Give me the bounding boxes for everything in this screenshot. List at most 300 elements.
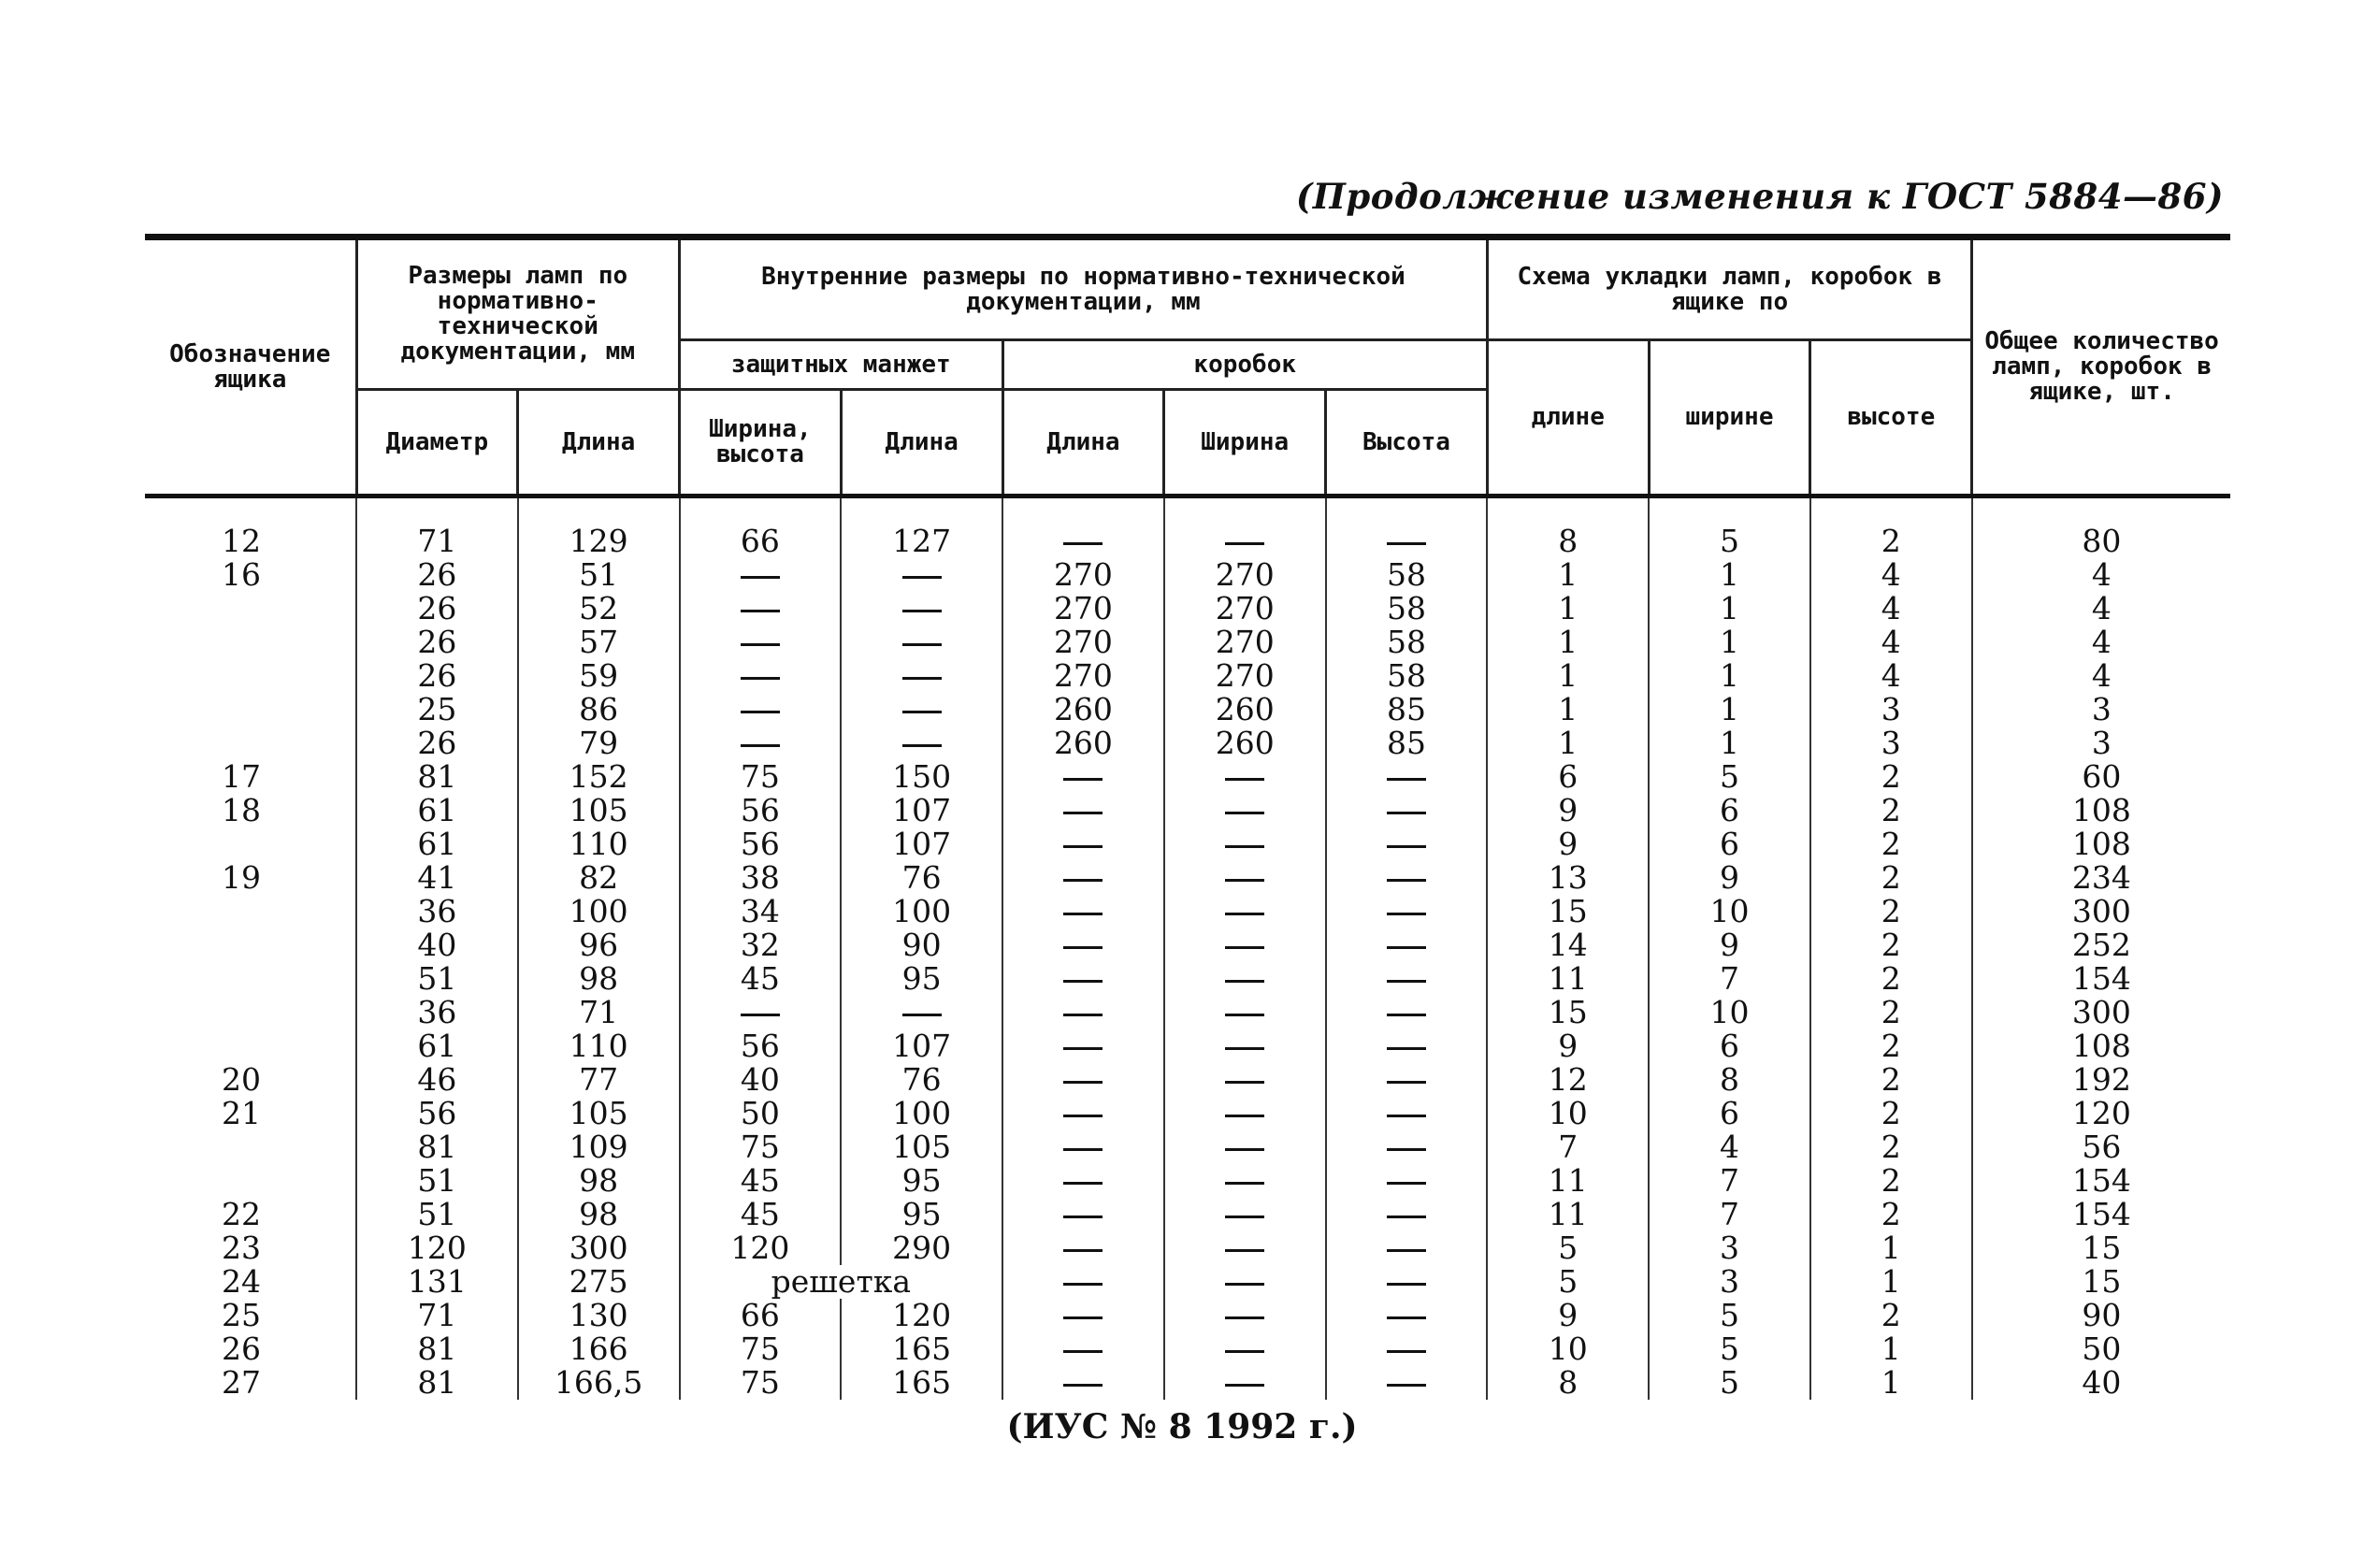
dash-mark	[1387, 1148, 1426, 1151]
cell-cuff-length: 107	[841, 794, 1002, 827]
cell-box-designation	[145, 962, 356, 996]
cell-box-width: 270	[1164, 626, 1326, 659]
dash-mark	[1063, 812, 1103, 814]
cell-box-length: 270	[1002, 626, 1164, 659]
cell-box-height	[1326, 1164, 1488, 1198]
table-row	[145, 1366, 2230, 1400]
dash-mark	[902, 610, 942, 612]
cell-lamp-length: 100	[518, 895, 680, 928]
cell-total: 40	[1972, 1366, 2230, 1400]
cell-cuff-width-height	[680, 693, 842, 726]
cell-box-height: 58	[1326, 592, 1488, 626]
cell-cuff-width-height: 75	[680, 1332, 842, 1366]
dash-mark	[1225, 1249, 1264, 1252]
cell-lamp-length: 300	[518, 1231, 680, 1265]
table-row	[145, 1299, 2230, 1332]
cell-box-length	[1002, 1366, 1164, 1400]
cell-box-designation	[145, 1130, 356, 1164]
header-by-height: высоте	[1810, 340, 1972, 496]
cell-total: 154	[1972, 1198, 2230, 1231]
header-diameter: Диаметр	[356, 390, 518, 496]
dash-mark	[1387, 845, 1426, 848]
cell-box-width	[1164, 1299, 1326, 1332]
cell-total: 108	[1972, 1029, 2230, 1063]
dash-mark	[902, 643, 942, 646]
table-row	[145, 1265, 2230, 1299]
cell-total: 154	[1972, 962, 2230, 996]
cell-pack-by-length: 7	[1487, 1130, 1649, 1164]
cell-cuff-width-height: 45	[680, 1164, 842, 1198]
cell-cuff-length	[841, 626, 1002, 659]
cell-pack-by-length: 9	[1487, 1029, 1649, 1063]
cell-pack-by-height: 2	[1810, 1299, 1972, 1332]
dash-mark	[1063, 1014, 1103, 1016]
cell-box-height	[1326, 1265, 1488, 1299]
cell-box-designation: 19	[145, 861, 356, 895]
cell-cuff-width-height: 38	[680, 861, 842, 895]
dash-mark	[902, 744, 942, 747]
cell-cuff-length: 120	[841, 1299, 1002, 1332]
cell-total: 3	[1972, 693, 2230, 726]
cell-box-height	[1326, 1130, 1488, 1164]
dash-mark	[1063, 1216, 1103, 1218]
cell-cuff-length	[841, 996, 1002, 1029]
cell-box-length	[1002, 1231, 1164, 1265]
cell-cuff-width-height	[680, 626, 842, 659]
cell-box-designation: 25	[145, 1299, 356, 1332]
cell-box-width	[1164, 1366, 1326, 1400]
cell-pack-by-width: 1	[1649, 592, 1810, 626]
cell-pack-by-width: 4	[1649, 1130, 1810, 1164]
cell-box-length	[1002, 996, 1164, 1029]
dash-mark	[1225, 778, 1264, 781]
cell-cuff-width-height	[680, 592, 842, 626]
cell-cuff-length: 100	[841, 1097, 1002, 1130]
dash-mark	[1387, 1283, 1426, 1286]
cell-lamp-diameter: 25	[356, 693, 518, 726]
cell-lamp-diameter: 26	[356, 626, 518, 659]
cell-box-height	[1326, 1366, 1488, 1400]
cell-box-designation	[145, 592, 356, 626]
dash-mark	[741, 1014, 780, 1016]
cell-box-designation	[145, 996, 356, 1029]
cell-pack-by-length: 15	[1487, 895, 1649, 928]
cell-pack-by-height: 1	[1810, 1332, 1972, 1366]
cell-pack-by-width: 1	[1649, 693, 1810, 726]
cell-lamp-diameter: 71	[356, 496, 518, 559]
header-box-height: Высота	[1326, 390, 1488, 496]
header-boxes: коробок	[1002, 340, 1487, 390]
dash-mark	[902, 677, 942, 680]
cell-box-designation	[145, 693, 356, 726]
cell-box-width	[1164, 1265, 1326, 1299]
table-row	[145, 895, 2230, 928]
cell-lamp-length: 51	[518, 558, 680, 592]
cell-lamp-diameter: 81	[356, 1130, 518, 1164]
cell-box-designation: 20	[145, 1063, 356, 1097]
cell-box-height	[1326, 794, 1488, 827]
cell-lamp-length: 130	[518, 1299, 680, 1332]
cell-cuff-width-height: 56	[680, 1029, 842, 1063]
cell-box-height	[1326, 827, 1488, 861]
cell-cuff-length: 76	[841, 861, 1002, 895]
cell-cuff-width-height	[680, 996, 842, 1029]
cell-box-width	[1164, 1164, 1326, 1198]
cell-total: 15	[1972, 1231, 2230, 1265]
cell-pack-by-length: 9	[1487, 1299, 1649, 1332]
table-row	[145, 592, 2230, 626]
dash-mark	[1387, 812, 1426, 814]
cell-lamp-diameter: 81	[356, 1332, 518, 1366]
dash-mark	[1387, 1249, 1426, 1252]
cell-box-width	[1164, 794, 1326, 827]
cell-lamp-diameter: 81	[356, 1366, 518, 1400]
table-row	[145, 1029, 2230, 1063]
cell-lamp-length: 105	[518, 794, 680, 827]
cell-lamp-diameter: 81	[356, 760, 518, 794]
cell-box-length	[1002, 827, 1164, 861]
cell-box-length: 270	[1002, 558, 1164, 592]
cell-pack-by-length: 12	[1487, 1063, 1649, 1097]
dash-mark	[1225, 1148, 1264, 1151]
cell-cuff-width-height: 75	[680, 1130, 842, 1164]
cell-total: 120	[1972, 1097, 2230, 1130]
cell-cuff-width-height: 66	[680, 1299, 842, 1332]
dash-mark	[1225, 913, 1264, 915]
dash-mark	[902, 711, 942, 713]
cell-cuff-length: 107	[841, 827, 1002, 861]
cell-cuff-width-height	[680, 659, 842, 693]
cell-cuff-length: 90	[841, 928, 1002, 962]
cell-pack-by-height: 4	[1810, 659, 1972, 693]
cell-pack-by-width: 6	[1649, 794, 1810, 827]
table-row	[145, 1231, 2230, 1265]
cell-cuff-length: 150	[841, 760, 1002, 794]
header-box-designation: Обозначение ящика	[145, 237, 356, 496]
cell-lamp-diameter: 61	[356, 827, 518, 861]
dash-mark	[1225, 812, 1264, 814]
cell-box-designation	[145, 659, 356, 693]
cell-total: 60	[1972, 760, 2230, 794]
cell-cuff-length	[841, 558, 1002, 592]
cell-cuff-length: 165	[841, 1366, 1002, 1400]
header-inner-sizes: Внутренние размеры по нормативно-технической документации, мм	[680, 237, 1488, 340]
dash-mark	[1225, 1047, 1264, 1050]
table-row	[145, 1332, 2230, 1366]
cell-pack-by-length: 1	[1487, 726, 1649, 760]
cell-lamp-length: 57	[518, 626, 680, 659]
header-width-height: Ширина, высота	[680, 390, 842, 496]
cell-total: 90	[1972, 1299, 2230, 1332]
cell-total: 80	[1972, 496, 2230, 559]
cell-box-height: 58	[1326, 626, 1488, 659]
cell-box-length	[1002, 496, 1164, 559]
cell-box-length	[1002, 1198, 1164, 1231]
cell-pack-by-length: 11	[1487, 1198, 1649, 1231]
cell-pack-by-height: 2	[1810, 1063, 1972, 1097]
cell-box-width	[1164, 928, 1326, 962]
dash-mark	[1063, 1148, 1103, 1151]
cell-pack-by-length: 6	[1487, 760, 1649, 794]
cell-pack-by-height: 2	[1810, 1164, 1972, 1198]
cell-pack-by-width: 9	[1649, 928, 1810, 962]
dash-mark	[1063, 1350, 1103, 1353]
dash-mark	[1225, 946, 1264, 949]
cell-box-length	[1002, 895, 1164, 928]
dash-mark	[1063, 946, 1103, 949]
cell-pack-by-width: 7	[1649, 1164, 1810, 1198]
cell-box-width: 260	[1164, 726, 1326, 760]
cell-pack-by-width: 8	[1649, 1063, 1810, 1097]
cell-lamp-diameter: 26	[356, 659, 518, 693]
cell-total: 4	[1972, 659, 2230, 693]
cell-box-length	[1002, 1063, 1164, 1097]
cell-lamp-length: 152	[518, 760, 680, 794]
dash-mark	[1387, 1047, 1426, 1050]
cell-cuff-width-height	[680, 558, 842, 592]
table-row	[145, 962, 2230, 996]
cell-lamp-diameter: 61	[356, 1029, 518, 1063]
cell-box-width	[1164, 496, 1326, 559]
dash-mark	[1063, 1047, 1103, 1050]
table-row	[145, 996, 2230, 1029]
box-packing-table	[145, 234, 2230, 1400]
dash-mark	[1225, 1216, 1264, 1218]
header-box-width: Ширина	[1164, 390, 1326, 496]
cell-box-designation	[145, 1164, 356, 1198]
cell-box-height	[1326, 760, 1488, 794]
cell-box-designation	[145, 827, 356, 861]
cell-box-length	[1002, 962, 1164, 996]
cell-box-height	[1326, 1097, 1488, 1130]
cell-box-width: 270	[1164, 659, 1326, 693]
cell-lamp-length: 86	[518, 693, 680, 726]
cell-pack-by-width: 6	[1649, 1097, 1810, 1130]
cell-lamp-diameter: 61	[356, 794, 518, 827]
table-row	[145, 928, 2230, 962]
dash-mark	[902, 1014, 942, 1016]
cell-pack-by-width: 6	[1649, 1029, 1810, 1063]
dash-mark	[1063, 879, 1103, 882]
cell-pack-by-length: 9	[1487, 827, 1649, 861]
cell-cuff-length	[841, 726, 1002, 760]
table-row	[145, 726, 2230, 760]
cell-total: 300	[1972, 895, 2230, 928]
cell-box-length: 260	[1002, 726, 1164, 760]
cell-pack-by-length: 5	[1487, 1265, 1649, 1299]
cell-box-designation: 21	[145, 1097, 356, 1130]
cell-pack-by-height: 1	[1810, 1265, 1972, 1299]
cell-lamp-length: 77	[518, 1063, 680, 1097]
cell-box-designation: 17	[145, 760, 356, 794]
dash-mark	[1063, 1115, 1103, 1117]
table-row	[145, 760, 2230, 794]
cell-box-designation	[145, 928, 356, 962]
table-body	[145, 496, 2230, 1401]
dash-mark	[1063, 542, 1103, 545]
cell-box-height	[1326, 928, 1488, 962]
cell-lamp-diameter: 51	[356, 1198, 518, 1231]
cell-pack-by-height: 2	[1810, 496, 1972, 559]
cell-lamp-length: 275	[518, 1265, 680, 1299]
cell-cuff-length: 290	[841, 1231, 1002, 1265]
cell-total: 4	[1972, 626, 2230, 659]
cell-box-width	[1164, 760, 1326, 794]
cell-cuff-length: 95	[841, 1164, 1002, 1198]
cell-cuff-width-height: 50	[680, 1097, 842, 1130]
cell-box-width: 260	[1164, 693, 1326, 726]
cell-box-width	[1164, 861, 1326, 895]
cell-cuff-width-height: 120	[680, 1231, 842, 1265]
cell-pack-by-width: 5	[1649, 1332, 1810, 1366]
dash-mark	[1387, 980, 1426, 983]
cell-box-width	[1164, 1063, 1326, 1097]
cell-lamp-length: 98	[518, 1198, 680, 1231]
cell-total: 4	[1972, 592, 2230, 626]
dash-mark	[1225, 542, 1264, 545]
dash-mark	[1387, 778, 1426, 781]
cell-cuff-width-height: 40	[680, 1063, 842, 1097]
cell-lamp-diameter: 51	[356, 962, 518, 996]
cell-pack-by-width: 5	[1649, 760, 1810, 794]
cell-box-height	[1326, 1332, 1488, 1366]
header-total: Общее количество ламп, коробок в ящике, шт.	[1972, 237, 2230, 496]
cell-lamp-length: 110	[518, 1029, 680, 1063]
cell-box-designation: 18	[145, 794, 356, 827]
dash-mark	[1387, 1384, 1426, 1387]
dash-mark	[1387, 1216, 1426, 1218]
cell-total: 3	[1972, 726, 2230, 760]
cell-pack-by-width: 6	[1649, 827, 1810, 861]
cell-pack-by-height: 1	[1810, 1366, 1972, 1400]
dash-mark	[902, 576, 942, 579]
dash-mark	[1225, 879, 1264, 882]
dash-mark	[1225, 1182, 1264, 1185]
cell-pack-by-length: 9	[1487, 794, 1649, 827]
cell-pack-by-height: 2	[1810, 1130, 1972, 1164]
dash-mark	[1225, 1283, 1264, 1286]
dash-mark	[741, 576, 780, 579]
cell-box-width	[1164, 1130, 1326, 1164]
dash-mark	[741, 711, 780, 713]
cell-pack-by-width: 10	[1649, 895, 1810, 928]
cell-lamp-length: 129	[518, 496, 680, 559]
cell-cuff-length: 95	[841, 1198, 1002, 1231]
cell-pack-by-width: 1	[1649, 558, 1810, 592]
dash-mark	[1225, 1316, 1264, 1319]
cell-box-width	[1164, 1231, 1326, 1265]
cell-pack-by-width: 5	[1649, 1299, 1810, 1332]
table-row	[145, 1063, 2230, 1097]
cell-box-height	[1326, 895, 1488, 928]
cell-box-length	[1002, 1029, 1164, 1063]
dash-mark	[741, 677, 780, 680]
cell-pack-by-height: 2	[1810, 1097, 1972, 1130]
cell-box-height: 85	[1326, 693, 1488, 726]
cell-lamp-diameter: 71	[356, 1299, 518, 1332]
cell-lamp-length: 109	[518, 1130, 680, 1164]
cell-pack-by-height: 2	[1810, 827, 1972, 861]
cell-pack-by-height: 1	[1810, 1231, 1972, 1265]
cell-cuff-merged: решетка	[680, 1265, 1003, 1299]
cell-box-width	[1164, 962, 1326, 996]
cell-box-designation	[145, 895, 356, 928]
cell-cuff-length	[841, 693, 1002, 726]
cell-pack-by-width: 1	[1649, 626, 1810, 659]
cell-pack-by-height: 3	[1810, 726, 1972, 760]
table-row	[145, 496, 2230, 559]
table-row	[145, 1164, 2230, 1198]
cell-total: 192	[1972, 1063, 2230, 1097]
cell-box-height	[1326, 1063, 1488, 1097]
cell-cuff-length: 107	[841, 1029, 1002, 1063]
header-lamp-sizes: Размеры ламп по нормативно-технической документации, мм	[356, 237, 680, 390]
cell-cuff-length: 127	[841, 496, 1002, 559]
dash-mark	[1225, 1350, 1264, 1353]
cell-total: 234	[1972, 861, 2230, 895]
cell-pack-by-length: 1	[1487, 626, 1649, 659]
cell-total: 4	[1972, 558, 2230, 592]
header-by-width: ширине	[1649, 340, 1810, 496]
cell-pack-by-height: 2	[1810, 1029, 1972, 1063]
cell-pack-by-height: 2	[1810, 861, 1972, 895]
footer-note: (ИУС № 8 1992 г.)	[1006, 1407, 1358, 1446]
header-cuff-length: Длина	[841, 390, 1002, 496]
dash-mark	[741, 610, 780, 612]
dash-mark	[1225, 1384, 1264, 1387]
cell-box-height	[1326, 496, 1488, 559]
cell-cuff-width-height: 66	[680, 496, 842, 559]
cell-lamp-length: 105	[518, 1097, 680, 1130]
dash-mark	[1225, 980, 1264, 983]
cell-pack-by-width: 9	[1649, 861, 1810, 895]
cell-box-length	[1002, 1164, 1164, 1198]
cell-box-length	[1002, 861, 1164, 895]
table-row	[145, 827, 2230, 861]
cell-pack-by-length: 14	[1487, 928, 1649, 962]
cell-lamp-length: 166	[518, 1332, 680, 1366]
cell-lamp-diameter: 51	[356, 1164, 518, 1198]
cell-box-width	[1164, 996, 1326, 1029]
cell-lamp-length: 79	[518, 726, 680, 760]
cell-pack-by-length: 1	[1487, 659, 1649, 693]
cell-total: 154	[1972, 1164, 2230, 1198]
dash-mark	[1387, 1316, 1426, 1319]
cell-pack-by-width: 5	[1649, 1366, 1810, 1400]
dash-mark	[1063, 778, 1103, 781]
dash-mark	[1063, 1081, 1103, 1084]
cell-total: 108	[1972, 827, 2230, 861]
cell-total: 15	[1972, 1265, 2230, 1299]
cell-cuff-length: 95	[841, 962, 1002, 996]
cell-box-height: 85	[1326, 726, 1488, 760]
cell-lamp-length: 71	[518, 996, 680, 1029]
header-length: Длина	[518, 390, 680, 496]
cell-lamp-length: 59	[518, 659, 680, 693]
cell-cuff-length: 105	[841, 1130, 1002, 1164]
header-by-length: длине	[1487, 340, 1649, 496]
cell-pack-by-width: 3	[1649, 1231, 1810, 1265]
header-box-length: Длина	[1002, 390, 1164, 496]
cell-box-designation: 27	[145, 1366, 356, 1400]
dash-mark	[1063, 913, 1103, 915]
cell-total: 252	[1972, 928, 2230, 962]
table-row	[145, 1097, 2230, 1130]
dash-mark	[1387, 542, 1426, 545]
cell-pack-by-width: 7	[1649, 1198, 1810, 1231]
cell-lamp-diameter: 36	[356, 895, 518, 928]
cell-box-height: 58	[1326, 558, 1488, 592]
